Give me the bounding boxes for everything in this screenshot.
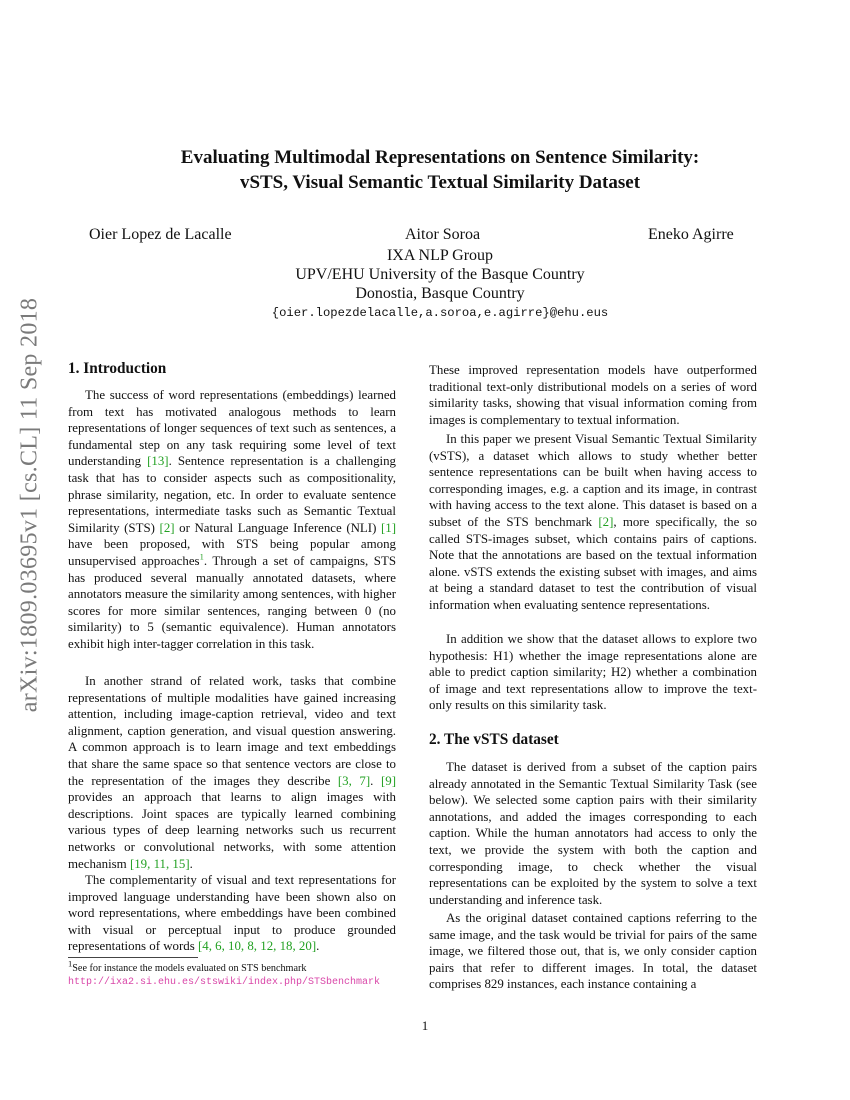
paper-title — [100, 145, 780, 195]
affiliation-location: Donostia, Basque Country — [355, 285, 525, 302]
footnote-divider — [68, 957, 198, 958]
arxiv-stamp: arXiv:1809.03695v1 [cs.CL] 11 Sep 2018 — [16, 297, 43, 713]
section-1-heading: 1. Introduction — [68, 360, 167, 377]
citation[interactable]: [3, 7] — [337, 773, 371, 788]
citation[interactable]: [1] — [380, 520, 397, 535]
citation[interactable]: [2] — [598, 514, 614, 529]
title-line-1: Evaluating Multimodal Representations on Sentence Similarity: — [180, 147, 700, 168]
affiliation-group: IXA NLP Group — [386, 247, 494, 264]
citation[interactable]: [4, 6, 10, 8, 12, 18, 20] — [197, 939, 317, 954]
citation[interactable]: [9] — [380, 773, 396, 788]
right-paragraph-3: In addition we show that the dataset allows to explore two hypothesis: H1) whether the image representations alone are able to predict caption similarity; H2) whether a combination of image and text representations allow to improve the text-only results on this similarity task. — [429, 632, 757, 713]
intro-paragraph-1: The success of word representations (embeddings) learned from text has motivated analogous methods to learn representations of longer sequences of text such as sentences, a fundamental step on any task requiring some level of text understanding [13]. Sentence representation is a challenging task that has to consider aspects such as compositionality, phrase similarity, negation, etc. In order to evaluate sentence representations, intermediate tasks such as Semantic Textual Similarity (STS) [2] or Natural Language Inference (NLI) [1] have been proposed, with STS being popular among unsupervised approaches$^1$. Through a set of campaigns, STS has produced several manually annotated datasets, where annotators measure the similarity among sentences, with higher scores for more similar sentences, ranging between 0 (no similarity) to 5 (semantic equivalence). Human annotators exhibit high inter-tagger correlation in this task. — [68, 388, 397, 651]
affiliation — [200, 246, 680, 303]
title-line-2: vSTS, Visual Semantic Textual Similarity Dataset — [239, 172, 641, 193]
footnote-1: $^1$See for instance the models evaluated on STS benchmark http://ixa2.si.ehu.es/stswiki/index.php/STSbenchmark — [68, 958, 381, 988]
footnote-url-link[interactable]: http://ixa2.si.ehu.es/stswiki/index.php/STSbenchmark — [68, 977, 381, 988]
citation[interactable]: [2] — [159, 520, 175, 535]
section-2-paragraph-1: The dataset is derived from a subset of the caption pairs already annotated in the Semantic Textual Similarity Task (see below). We selected some caption pairs with their similarity annotations, and added the images corresponding to each caption. While the human annotators had access to only the text, we provide the system with both the caption and corresponding image, to check whether the visual representations can be exploited by the system to solve a text understanding and inference task. — [429, 760, 757, 907]
page-number: 1 — [421, 1018, 429, 1033]
citation[interactable]: [13] — [147, 454, 169, 469]
right-paragraph-1: These improved representation models have outperformed traditional text-only distributional models on a series of word similarity tasks, showing that visual information coming from images is complementary to textual information. — [429, 363, 757, 427]
section-2-heading: 2. The vSTS dataset — [429, 731, 559, 748]
author-1: Oier Lopez de Lacalle — [89, 226, 232, 243]
footnote-marker[interactable]: 1 — [199, 551, 204, 562]
author-2: Aitor Soroa — [405, 226, 481, 243]
right-paragraph-2: In this paper we present Visual Semantic Textual Similarity (vSTS), a dataset which allows to study whether better sentence representations can be built when having access to corresponding images, e.g. a caption and its image, in contrast with having access to the text alone. This dataset is based on a subset of the STS benchmark [2], more specifically, the so called STS-images subset, which contains pairs of captions. Note that the annotations are based on the textual information alone. vSTS extends the existing subset with images, and aims at being a standard dataset to test the contribution of visual information when evaluating sentence representations. — [429, 432, 758, 612]
citation[interactable]: [19, 11, 15] — [129, 856, 190, 871]
section-2-paragraph-2: As the original dataset contained captions referring to the same image, and the task would be trivial for pairs of the same image, we filtered those out, that is, we only consider caption pairs that refer to different images. In total, the dataset comprises 829 instances, each instance containing a — [429, 911, 757, 992]
author-3: Eneko Agirre — [648, 226, 734, 243]
affiliation-university: UPV/EHU University of the Basque Country — [295, 266, 585, 283]
intro-paragraph-3: The complementarity of visual and text representations for improved language understanding have been shown also on word representations, where embeddings have been combined with visual or perceptual input to produce grounded representations of words [4, 6, 10, 8, 12, 18, 20]. — [68, 873, 396, 954]
author-emails: {oier.lopezdelacalle,a.soroa,e.agirre}@ehu.eus — [271, 306, 609, 320]
intro-paragraph-2: In another strand of related work, tasks that combine representations of multiple modalities have gained increasing attention, including image-caption retrieval, video and text alignment, caption generation, and visual question answering. A common approach is to learn image and text embeddings that share the same space so that sentence vectors are close to the representation of the images they describe [3, 7]. [9] provides an approach that learns to align images with descriptions. Joint spaces are typically learned combining various types of deep learning networks such us recurrent networks or convolutional networks, with some attention mechanism [19, 11, 15]. — [68, 674, 396, 871]
